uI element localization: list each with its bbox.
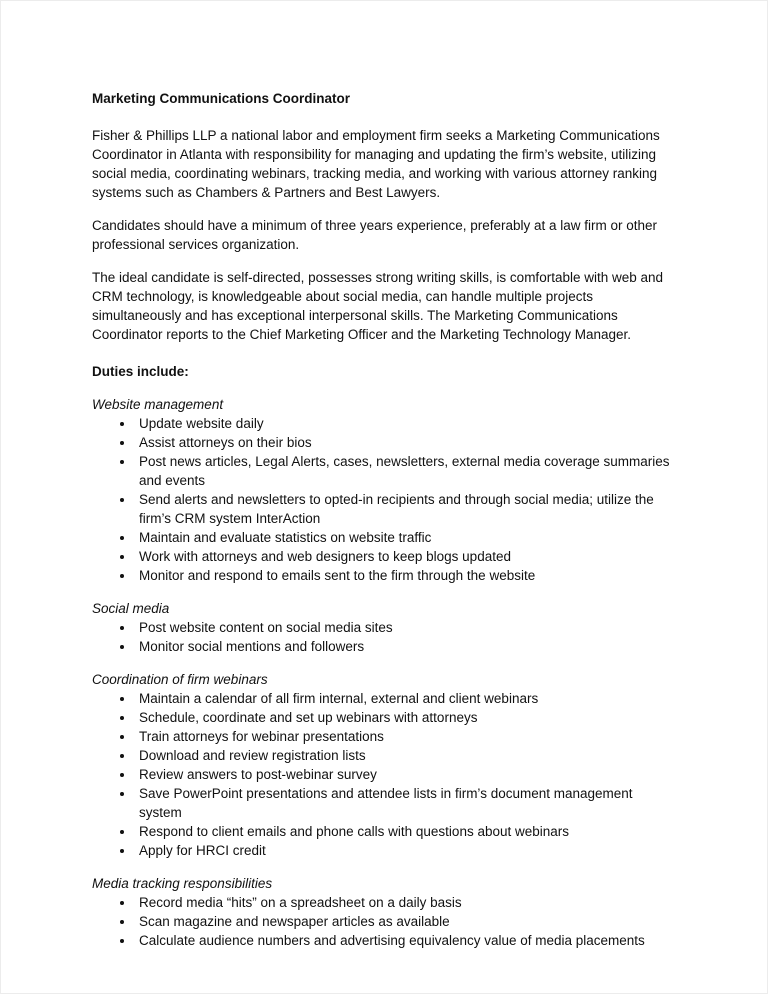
- bullet-item: Record media “hits” on a spreadsheet on a daily basis: [139, 893, 679, 912]
- bullet-item: Monitor and respond to emails sent to the firm through the website: [139, 566, 679, 585]
- bullet-item: Maintain and evaluate statistics on website traffic: [139, 528, 679, 547]
- bullet-item: Send alerts and newsletters to opted-in recipients and through social media; utilize the firm’s CRM system InterAction: [139, 490, 679, 528]
- bullet-list: [92, 414, 679, 585]
- bullet-item: Work with attorneys and web designers to keep blogs updated: [139, 547, 679, 566]
- bullet-item: Save PowerPoint presentations and attendee lists in firm’s document management system: [139, 784, 679, 822]
- section-firm-webinars: [92, 670, 679, 860]
- bullet-item: Schedule, coordinate and set up webinars with attorneys: [139, 708, 679, 727]
- intro-paragraph-3: The ideal candidate is self-directed, possesses strong writing skills, is comfortable with web and CRM technology, is knowledgeable about social media, can handle multiple projects simultaneously and has exceptional interpersonal skills. The Marketing Communications Coordinator reports to the Chief Marketing Officer and the Marketing Technology Manager.: [92, 270, 664, 342]
- intro-paragraph-1: Fisher & Phillips LLP a national labor and employment firm seeks a Marketing Communications Coordinator in Atlanta with responsibility for managing and updating the firm’s website, utilizing social media, coordinating webinars, tracking media, and working with various attorney ranking systems such as Chambers & Partners and Best Lawyers.: [92, 128, 660, 200]
- bullet-item: Train attorneys for webinar presentations: [139, 727, 679, 746]
- section-heading: Website management: [92, 397, 224, 412]
- intro-paragraph-2: Candidates should have a minimum of three years experience, preferably at a law firm or other professional services organization.: [92, 218, 658, 252]
- bullet-item: Scan magazine and newspaper articles as available: [139, 912, 679, 931]
- bullet-item: Download and review registration lists: [139, 746, 679, 765]
- document-title: Marketing Communications Coordinator: [92, 91, 351, 106]
- bullet-item: Post news articles, Legal Alerts, cases, newsletters, external media coverage summaries and events: [139, 452, 679, 490]
- bullet-item: Update website daily: [139, 414, 679, 433]
- section-heading: Social media: [92, 601, 170, 616]
- bullet-list: [92, 893, 679, 950]
- section-website-management: [92, 395, 679, 585]
- bullet-list: [92, 689, 679, 860]
- bullet-item: Review answers to post-webinar survey: [139, 765, 679, 784]
- bullet-item: Maintain a calendar of all firm internal, external and client webinars: [139, 689, 679, 708]
- bullet-item: Monitor social mentions and followers: [139, 637, 679, 656]
- bullet-item: Assist attorneys on their bios: [139, 433, 679, 452]
- duties-heading: Duties include:: [92, 364, 189, 379]
- bullet-item: Respond to client emails and phone calls with questions about webinars: [139, 822, 679, 841]
- section-social-media: [92, 599, 679, 656]
- bullet-item: Calculate audience numbers and advertising equivalency value of media placements: [139, 931, 679, 950]
- bullet-item: Apply for HRCI credit: [139, 841, 679, 860]
- bullet-list: [92, 618, 679, 656]
- section-heading: Media tracking responsibilities: [92, 876, 273, 891]
- section-media-tracking: [92, 874, 679, 950]
- section-heading: Coordination of firm webinars: [92, 672, 268, 687]
- bullet-item: Post website content on social media sites: [139, 618, 679, 637]
